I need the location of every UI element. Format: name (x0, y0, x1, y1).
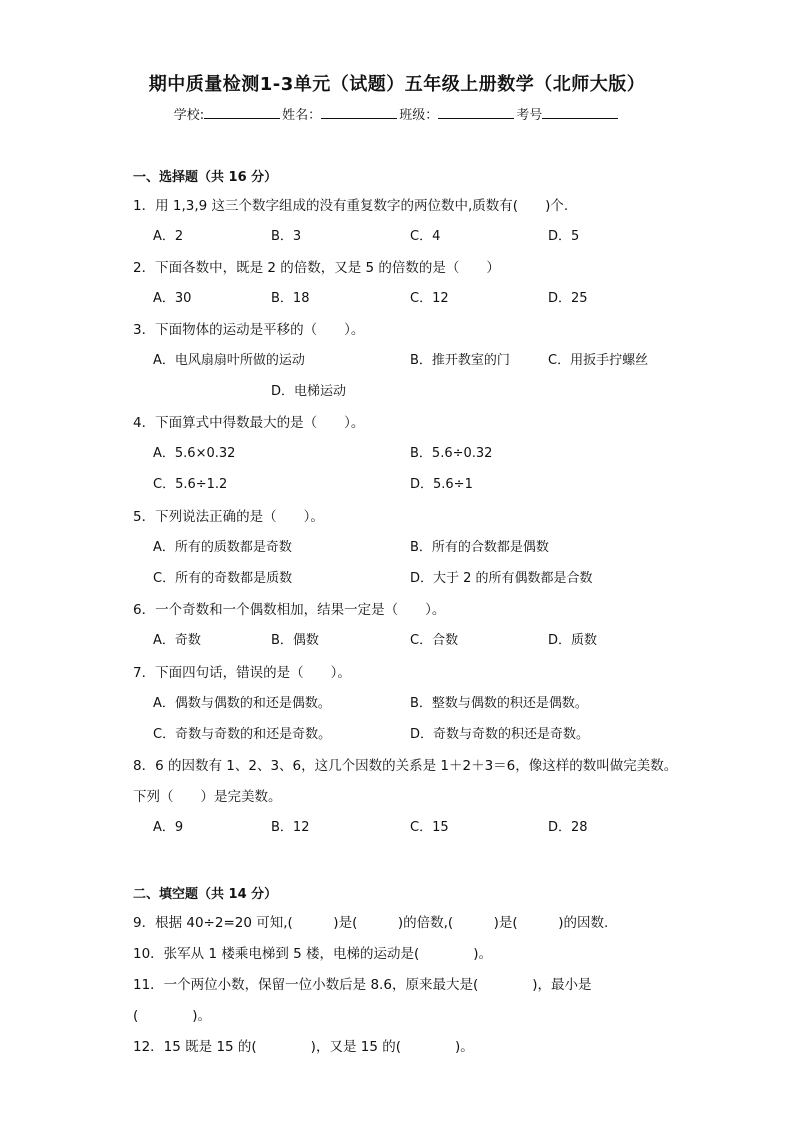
option-a: A．奇数 (153, 633, 201, 648)
option-d: D．28 (548, 820, 588, 835)
question-11-continued: ( )。 (133, 1008, 212, 1024)
school-label: 学校: (173, 108, 205, 123)
option-a: A．所有的质数都是奇数 (153, 540, 292, 555)
question-8-stem-continued: 下列（ ）是完美数。 (133, 789, 282, 805)
option-c: C．奇数与奇数的和还是奇数。 (153, 727, 332, 742)
page-title: 期中质量检测1-3单元（试题）五年级上册数学（北师大版） (148, 74, 646, 95)
question-11: 11．一个两位小数，保留一位小数后是 8.6，原来最大是( )，最小是 (133, 977, 592, 993)
section-heading-fill-blank: 二、填空题（共 14 分） (133, 887, 278, 902)
option-b: B．5.6÷0.32 (410, 446, 493, 461)
option-c: C．4 (410, 229, 441, 244)
question-5-stem: 5．下列说法正确的是（ ）。 (133, 509, 324, 525)
option-c: C．所有的奇数都是质数 (153, 571, 293, 586)
school-blank[interactable] (204, 106, 280, 119)
name-label: 姓名： (282, 108, 322, 123)
option-d: D．电梯运动 (271, 384, 347, 399)
option-d: D．大于 2 的所有偶数都是合数 (410, 571, 593, 586)
question-12: 12．15 既是 15 的( )，又是 15 的( )。 (133, 1039, 474, 1055)
option-c: C．合数 (410, 633, 459, 648)
question-6-stem: 6．一个奇数和一个偶数相加，结果一定是（ ）。 (133, 602, 446, 618)
student-info-line (0, 104, 794, 123)
option-b: B．整数与偶数的积还是偶数。 (410, 696, 588, 711)
option-b: B．推开教室的门 (410, 353, 510, 368)
class-blank[interactable] (438, 106, 514, 119)
section-heading-choice: 一、选择题（共 16 分） (133, 170, 278, 185)
option-d: D．5.6÷1 (410, 477, 473, 492)
option-d: D．25 (548, 291, 588, 306)
question-7-stem: 7．下面四句话，错误的是（ ）。 (133, 665, 351, 681)
option-a: A．9 (153, 820, 184, 835)
option-a: A．电风扇扇叶所做的运动 (153, 353, 305, 368)
number-blank[interactable] (542, 106, 618, 119)
question-8-stem: 8．6 的因数有 1、2、3、6，这几个因数的关系是 1＋2＋3＝6，像这样的数叫做完美数。 (133, 758, 678, 774)
option-b: B．所有的合数都是偶数 (410, 540, 549, 555)
question-4-stem: 4．下面算式中得数最大的是（ ）。 (133, 415, 365, 431)
question-1-stem: 1．用 1,3,9 这三个数字组成的没有重复数字的两位数中,质数有( )个. (133, 198, 569, 214)
question-9: 9．根据 40÷2=20 可知,( )是( )的倍数,( )是( )的因数. (133, 915, 609, 931)
option-a: A．5.6×0.32 (153, 446, 236, 461)
option-d: D．5 (548, 229, 580, 244)
option-c: C．用扳手拧螺丝 (548, 353, 649, 368)
option-a: A．30 (153, 291, 192, 306)
option-d: D．奇数与奇数的积还是奇数。 (410, 727, 590, 742)
question-10: 10．张军从 1 楼乘电梯到 5 楼，电梯的运动是( )。 (133, 946, 493, 962)
name-blank[interactable] (321, 106, 397, 119)
option-c: C．5.6÷1.2 (153, 477, 228, 492)
option-b: B．18 (271, 291, 310, 306)
option-b: B．12 (271, 820, 310, 835)
option-c: C．12 (410, 291, 449, 306)
class-label: 班级： (399, 108, 439, 123)
number-label: 考号 (516, 108, 543, 123)
option-b: B．3 (271, 229, 302, 244)
question-3-stem: 3．下面物体的运动是平移的（ ）。 (133, 322, 365, 338)
option-a: A．偶数与偶数的和还是偶数。 (153, 696, 331, 711)
option-a: A．2 (153, 229, 184, 244)
option-b: B．偶数 (271, 633, 319, 648)
option-d: D．质数 (548, 633, 598, 648)
option-c: C．15 (410, 820, 449, 835)
question-2-stem: 2．下面各数中，既是 2 的倍数，又是 5 的倍数的是（ ） (133, 260, 500, 276)
